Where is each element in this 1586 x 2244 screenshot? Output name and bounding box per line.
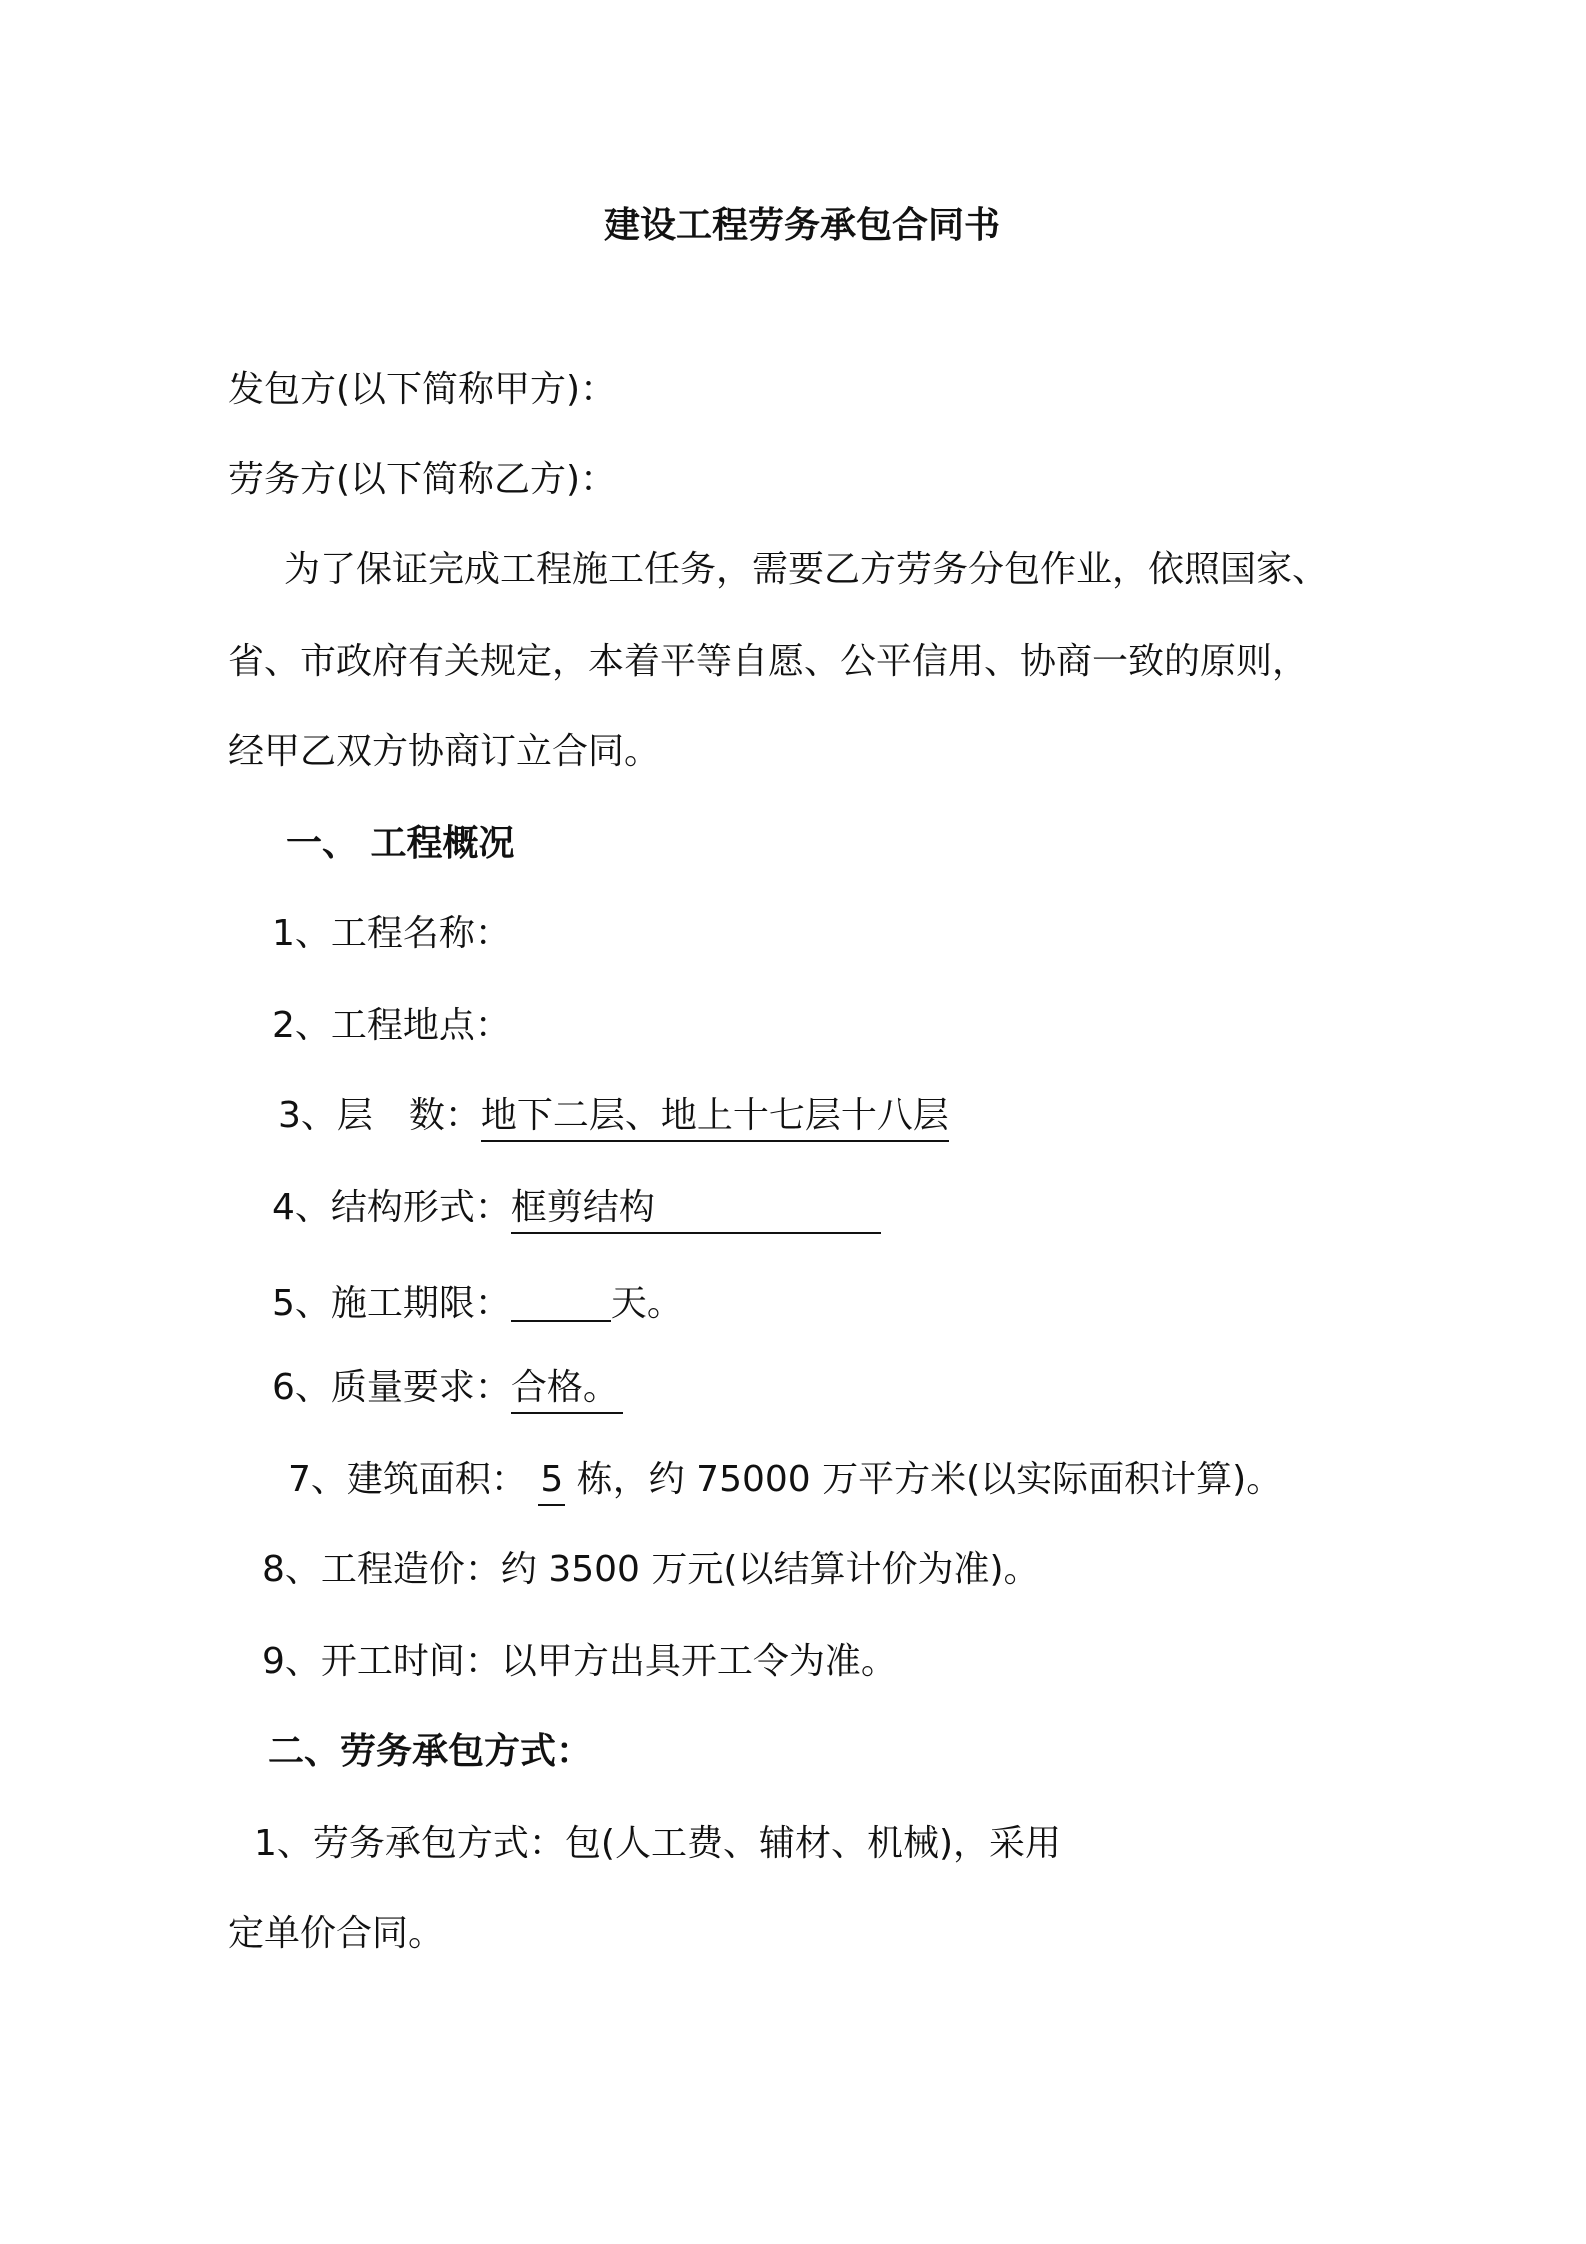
quality-label: 6、质量要求：: [272, 1367, 511, 1408]
item-floors: [278, 1095, 949, 1142]
period-blank: [511, 1280, 611, 1322]
item-area: [288, 1459, 1283, 1506]
intro-paragraph-line-2: 省、市政府有关规定，本着平等自愿、公平信用、协商一致的原则，: [228, 641, 1309, 682]
intro-paragraph-line-3: 经甲乙双方协商订立合同。: [228, 731, 661, 772]
section-1-heading: 一、 工程概况: [286, 823, 515, 864]
section-2-heading: 二、劳务承包方式：: [268, 1731, 593, 1772]
floors-label: 3、层 数：: [278, 1095, 481, 1136]
structure-value: 框剪结构: [511, 1190, 881, 1234]
intro-paragraph-line-1: 为了保证完成工程施工任务，需要乙方劳务分包作业，依照国家、: [284, 549, 1329, 590]
party-b-line: 劳务方(以下简称乙方)：: [228, 459, 617, 500]
area-suffix: 栋，约 75000 万平方米(以实际面积计算)。: [576, 1459, 1283, 1500]
period-label: 5、施工期限：: [272, 1283, 511, 1324]
item-period: [272, 1280, 683, 1322]
section-2-line-2: 定单价合同。: [228, 1913, 445, 1954]
area-label: 7、建筑面积：: [288, 1459, 527, 1500]
item-quality: [272, 1367, 623, 1414]
document-title: 建设工程劳务承包合同书: [604, 205, 1001, 246]
floors-value: 地下二层、地上十七层十八层: [481, 1098, 949, 1142]
item-cost: 8、工程造价：约 3500 万元(以结算计价为准)。: [262, 1549, 1040, 1590]
item-project-name: 1、工程名称：: [272, 913, 511, 954]
section-2-line-1: 1、劳务承包方式：包(人工费、辅材、机械)，采用: [254, 1823, 1061, 1864]
party-a-line: 发包方(以下简称甲方)：: [228, 369, 617, 410]
quality-value: 合格。: [511, 1370, 623, 1414]
item-project-location: 2、工程地点：: [272, 1005, 511, 1046]
item-start-time: 9、开工时间：以甲方出具开工令为准。: [262, 1641, 897, 1682]
area-value: 5: [538, 1462, 565, 1506]
structure-label: 4、结构形式：: [272, 1187, 511, 1228]
period-suffix: 天。: [610, 1283, 683, 1324]
item-structure: [272, 1187, 881, 1234]
